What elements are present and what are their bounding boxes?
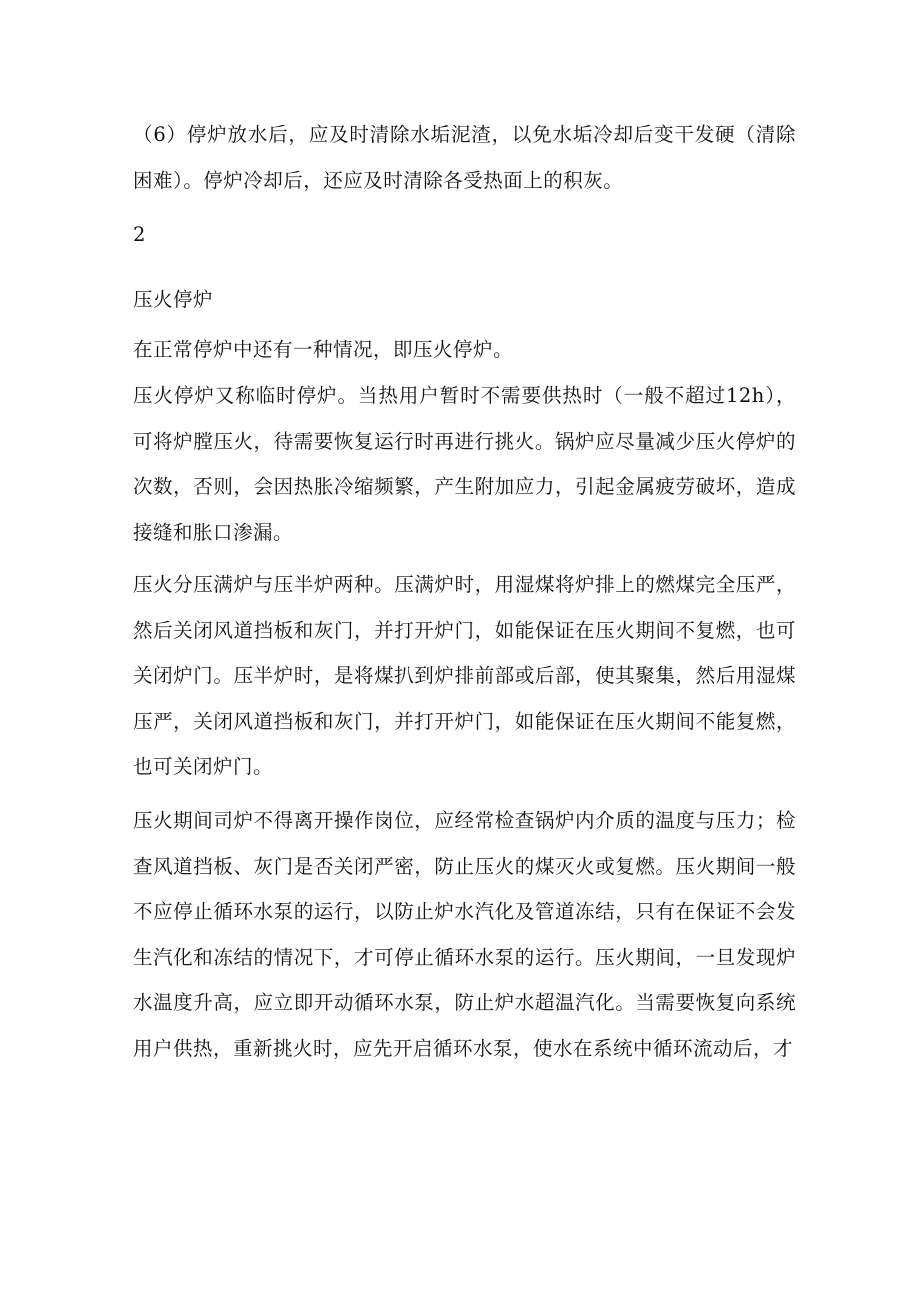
intro-paragraph: 在正常停炉中还有一种情况，即压火停炉。 (133, 338, 514, 361)
definition-paragraph: 压火停炉又称临时停炉。当热用户暂时不需要供热时（一般不超过12h），可将炉膛压火，待需要恢复运行时再进行挑火。锅炉应尽量减少压火停炉的次数，否则，会因热胀冷缩频繁，产生附加应力，引起金属疲劳破坏，造成接缝和胀口渗漏。 (133, 384, 796, 544)
operation-paragraph: 压火期间司炉不得离开操作岗位，应经常检查锅炉内介质的温度与压力；检查风道挡板、灰门是否关闭严密，防止压火的煤灭火或复燃。压火期间一般不应停止循环水泵的运行，以防止炉水汽化及管道冻结，只有在保证不会发生汽化和冻结的情况下，才可停止循环水泵的运行。压火期间，一旦发现炉水温度升高，应立即开动循环水泵，防止炉水超温汽化。当需要恢复向系统用户供热，重新挑火时，应先开启循环水泵，使水在系统中循环流动后，才 (133, 809, 796, 1060)
section-number: 2 (133, 223, 146, 246)
section-title: 压火停炉 (133, 288, 214, 311)
types-paragraph: 压火分压满炉与压半炉两种。压满炉时，用湿煤将炉排上的燃煤完全压严，然后关闭风道挡板和灰门，并打开炉门，如能保证在压火期间不复燃，也可关闭炉门。压半炉时，是将煤扒到炉排前部或后部，使其聚集，然后用湿煤压严，关闭风道挡板和灰门，并打开炉门，如能保证在压火期间不能复燃，也可关闭炉门。 (133, 573, 796, 778)
paragraph-6: （6）停炉放水后，应及时清除水垢泥渣，以免水垢冷却后变干发硬（清除困难）。停炉冷却后，还应及时清除各受热面上的积灰。 (133, 123, 796, 192)
